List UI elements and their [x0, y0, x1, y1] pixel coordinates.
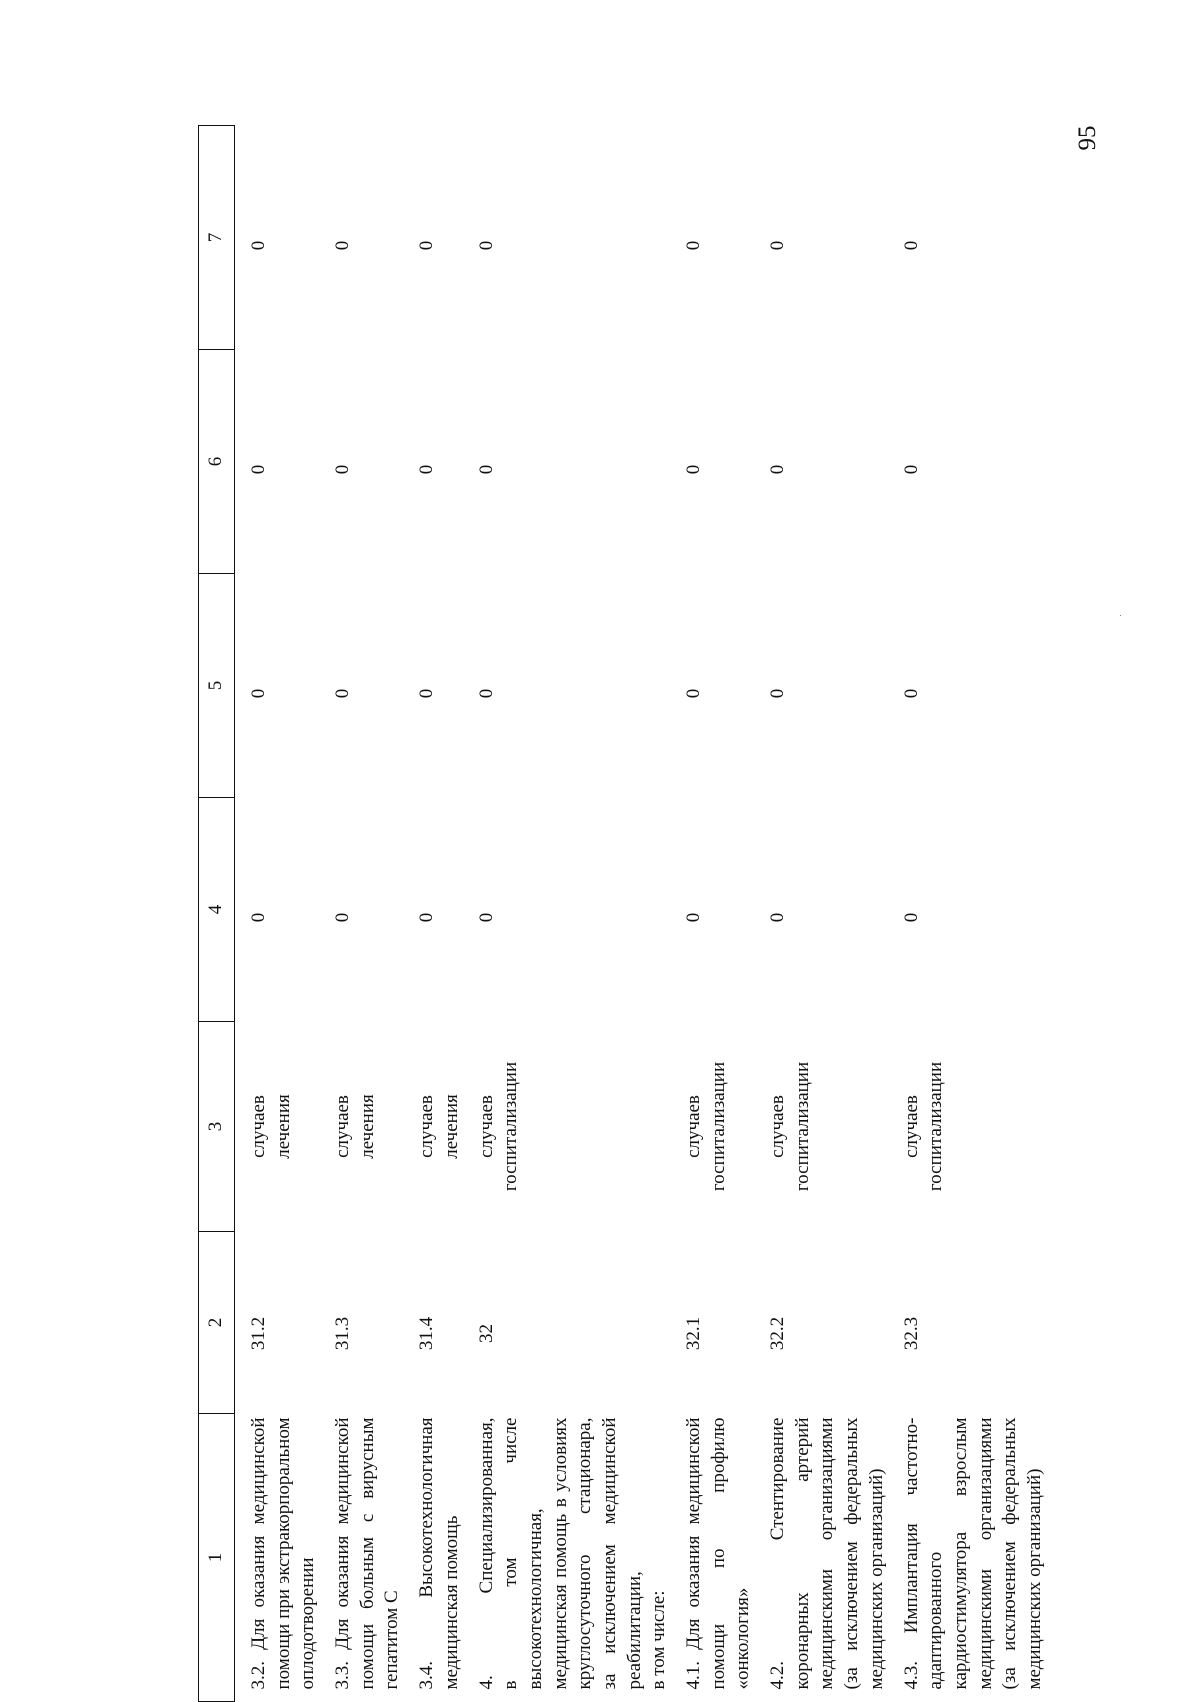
table-frame	[198, 126, 1045, 1702]
row-value-cell-col-5: 0	[683, 688, 704, 699]
row-name-line: 3.4. Высокотехнологичная	[416, 1417, 438, 1690]
row-value-cell-col-6: 0	[683, 464, 704, 475]
row-name-line: 4.3. Имплантация частотно-	[900, 1417, 922, 1690]
row-unit-line: случаев	[248, 1095, 269, 1158]
table-row	[766, 126, 899, 1702]
row-code-cell: 32.3	[900, 1316, 922, 1351]
row-unit-cell	[415, 1022, 474, 1232]
row-unit-cell	[475, 1022, 683, 1232]
header-row	[199, 126, 235, 1702]
header-col-6: 6	[199, 350, 235, 574]
row-name-line: в том числе высокотехнологичная,	[500, 1417, 546, 1690]
header-col-5: 5	[199, 574, 235, 798]
row-name-line: медицинская помощь в условиях	[549, 1417, 571, 1690]
row-name-line: круглосуточного стационара,	[574, 1417, 596, 1690]
row-name-cell	[900, 1414, 1058, 1702]
header-col-7: 7	[199, 126, 235, 350]
table-row	[682, 126, 766, 1702]
row-name-line: оплодотворении	[297, 1557, 319, 1690]
row-code-cell: 31.2	[248, 1316, 269, 1351]
row-unit-line: госпитализации	[791, 1061, 813, 1192]
row-value-cell-col-6: 0	[767, 464, 789, 475]
row-name-line: медицинских организаций)	[865, 1468, 887, 1690]
row-unit-line: лечения	[440, 1094, 462, 1159]
row-name-cell	[331, 1414, 415, 1702]
row-name-cell	[682, 1414, 766, 1702]
row-name-line: 4.1. Для оказания медицинской	[683, 1417, 704, 1690]
row-value-cell-col-7: 0	[683, 240, 704, 251]
row-value-cell-col-4: 0	[248, 912, 269, 923]
row-unit-line: госпитализации	[707, 1061, 729, 1192]
row-name-line: реабилитации,	[623, 1571, 645, 1690]
table-header	[199, 126, 235, 1702]
row-unit-cell	[766, 1022, 899, 1232]
row-name-cell	[415, 1414, 474, 1702]
table-row	[415, 126, 474, 1702]
header-col-4: 4	[199, 798, 235, 1022]
row-name-line: помощи больным с вирусным	[356, 1417, 378, 1690]
table-body	[235, 126, 1058, 1702]
volume-table	[198, 125, 1058, 1702]
row-name-line: 4.2. Стентирование	[767, 1417, 789, 1690]
row-name-line: коронарных артерий	[791, 1417, 813, 1690]
row-unit-cell	[900, 1022, 1058, 1232]
row-name-line: адаптированного	[925, 1551, 947, 1690]
row-unit-cell	[682, 1022, 766, 1232]
row-name-line: медицинскими организациями	[816, 1417, 838, 1690]
scan-dot	[1120, 615, 1121, 616]
row-value-cell-col-5: 0	[416, 688, 438, 699]
table-row	[331, 126, 415, 1702]
row-unit-cell	[235, 1022, 332, 1232]
row-value-cell-col-4: 0	[416, 912, 438, 923]
row-name-line: (за исключением федеральных	[841, 1417, 863, 1690]
row-value-cell-col-5: 0	[332, 688, 354, 699]
row-value-cell-col-4: 0	[332, 912, 354, 923]
row-value-cell-col-4: 0	[683, 912, 704, 923]
row-value-cell-col-4: 0	[767, 912, 789, 923]
table-row	[235, 126, 332, 1702]
row-name-line: 3.2. Для оказания медицинской	[248, 1417, 269, 1690]
row-unit-line: случаев	[416, 1095, 438, 1158]
row-value-cell-col-5: 0	[767, 688, 789, 699]
row-name-cell	[475, 1414, 683, 1702]
header-col-3: 3	[199, 1022, 235, 1232]
row-name-line: 3.3. Для оказания медицинской	[332, 1417, 354, 1690]
row-value-cell-col-7: 0	[332, 240, 354, 251]
row-unit-line: госпитализации	[500, 1061, 522, 1192]
row-name-line: (за исключением федеральных	[999, 1417, 1021, 1690]
row-unit-line: лечения	[272, 1094, 294, 1159]
row-name-line: помощи по профилю «онкология»	[707, 1417, 754, 1690]
row-value-cell-col-7: 0	[475, 240, 497, 251]
table-row	[475, 126, 683, 1702]
row-value-cell-col-6: 0	[248, 464, 269, 475]
row-value-cell-col-7: 0	[248, 240, 269, 251]
row-unit-line: случаев	[900, 1095, 922, 1158]
row-value-cell-col-7: 0	[416, 240, 438, 251]
row-name-line: в том числе:	[648, 1590, 670, 1690]
page-number: 95	[1074, 125, 1101, 151]
row-value-cell-col-7: 0	[767, 240, 789, 251]
table-row	[900, 126, 1058, 1702]
row-value-cell-col-5: 0	[248, 688, 269, 699]
row-code-cell: 32.2	[767, 1316, 789, 1351]
row-code-cell: 32	[475, 1324, 497, 1343]
row-name-line: кардиостимулятора взрослым	[949, 1417, 971, 1690]
row-unit-cell	[331, 1022, 415, 1232]
row-value-cell-col-5: 0	[900, 688, 922, 699]
row-value-cell-col-4: 0	[475, 912, 497, 923]
row-name-line: 4. Специализированная,	[475, 1417, 497, 1690]
row-unit-line: случаев	[332, 1095, 354, 1158]
row-value-cell-col-6: 0	[332, 464, 354, 475]
row-name-line: медицинскими организациями	[974, 1417, 996, 1690]
row-name-cell	[766, 1414, 899, 1702]
row-code-cell: 31.3	[332, 1316, 354, 1351]
row-name-line: за исключением медицинской	[598, 1417, 620, 1690]
header-col-2: 2	[199, 1232, 235, 1414]
header-col-1: 1	[199, 1414, 235, 1702]
row-unit-line: случаев	[767, 1095, 789, 1158]
row-unit-line: случаев	[683, 1095, 704, 1158]
row-value-cell-col-6: 0	[416, 464, 438, 475]
row-value-cell-col-4: 0	[900, 912, 922, 923]
row-code-cell: 32.1	[683, 1316, 704, 1351]
row-name-line: медицинских организаций)	[1023, 1468, 1045, 1690]
row-unit-line: случаев	[475, 1095, 497, 1158]
row-value-cell-col-6: 0	[475, 464, 497, 475]
row-name-line: медицинская помощь	[440, 1515, 462, 1690]
row-unit-line: госпитализации	[925, 1061, 947, 1192]
row-value-cell-col-7: 0	[900, 240, 922, 251]
row-unit-line: лечения	[356, 1094, 378, 1159]
row-value-cell-col-6: 0	[900, 464, 922, 475]
row-value-cell-col-5: 0	[475, 688, 497, 699]
row-name-cell	[235, 1414, 332, 1702]
row-name-line: гепатитом С	[381, 1590, 403, 1690]
row-name-line: помощи при экстракорпоральном	[272, 1417, 294, 1690]
row-code-cell: 31.4	[416, 1316, 438, 1351]
